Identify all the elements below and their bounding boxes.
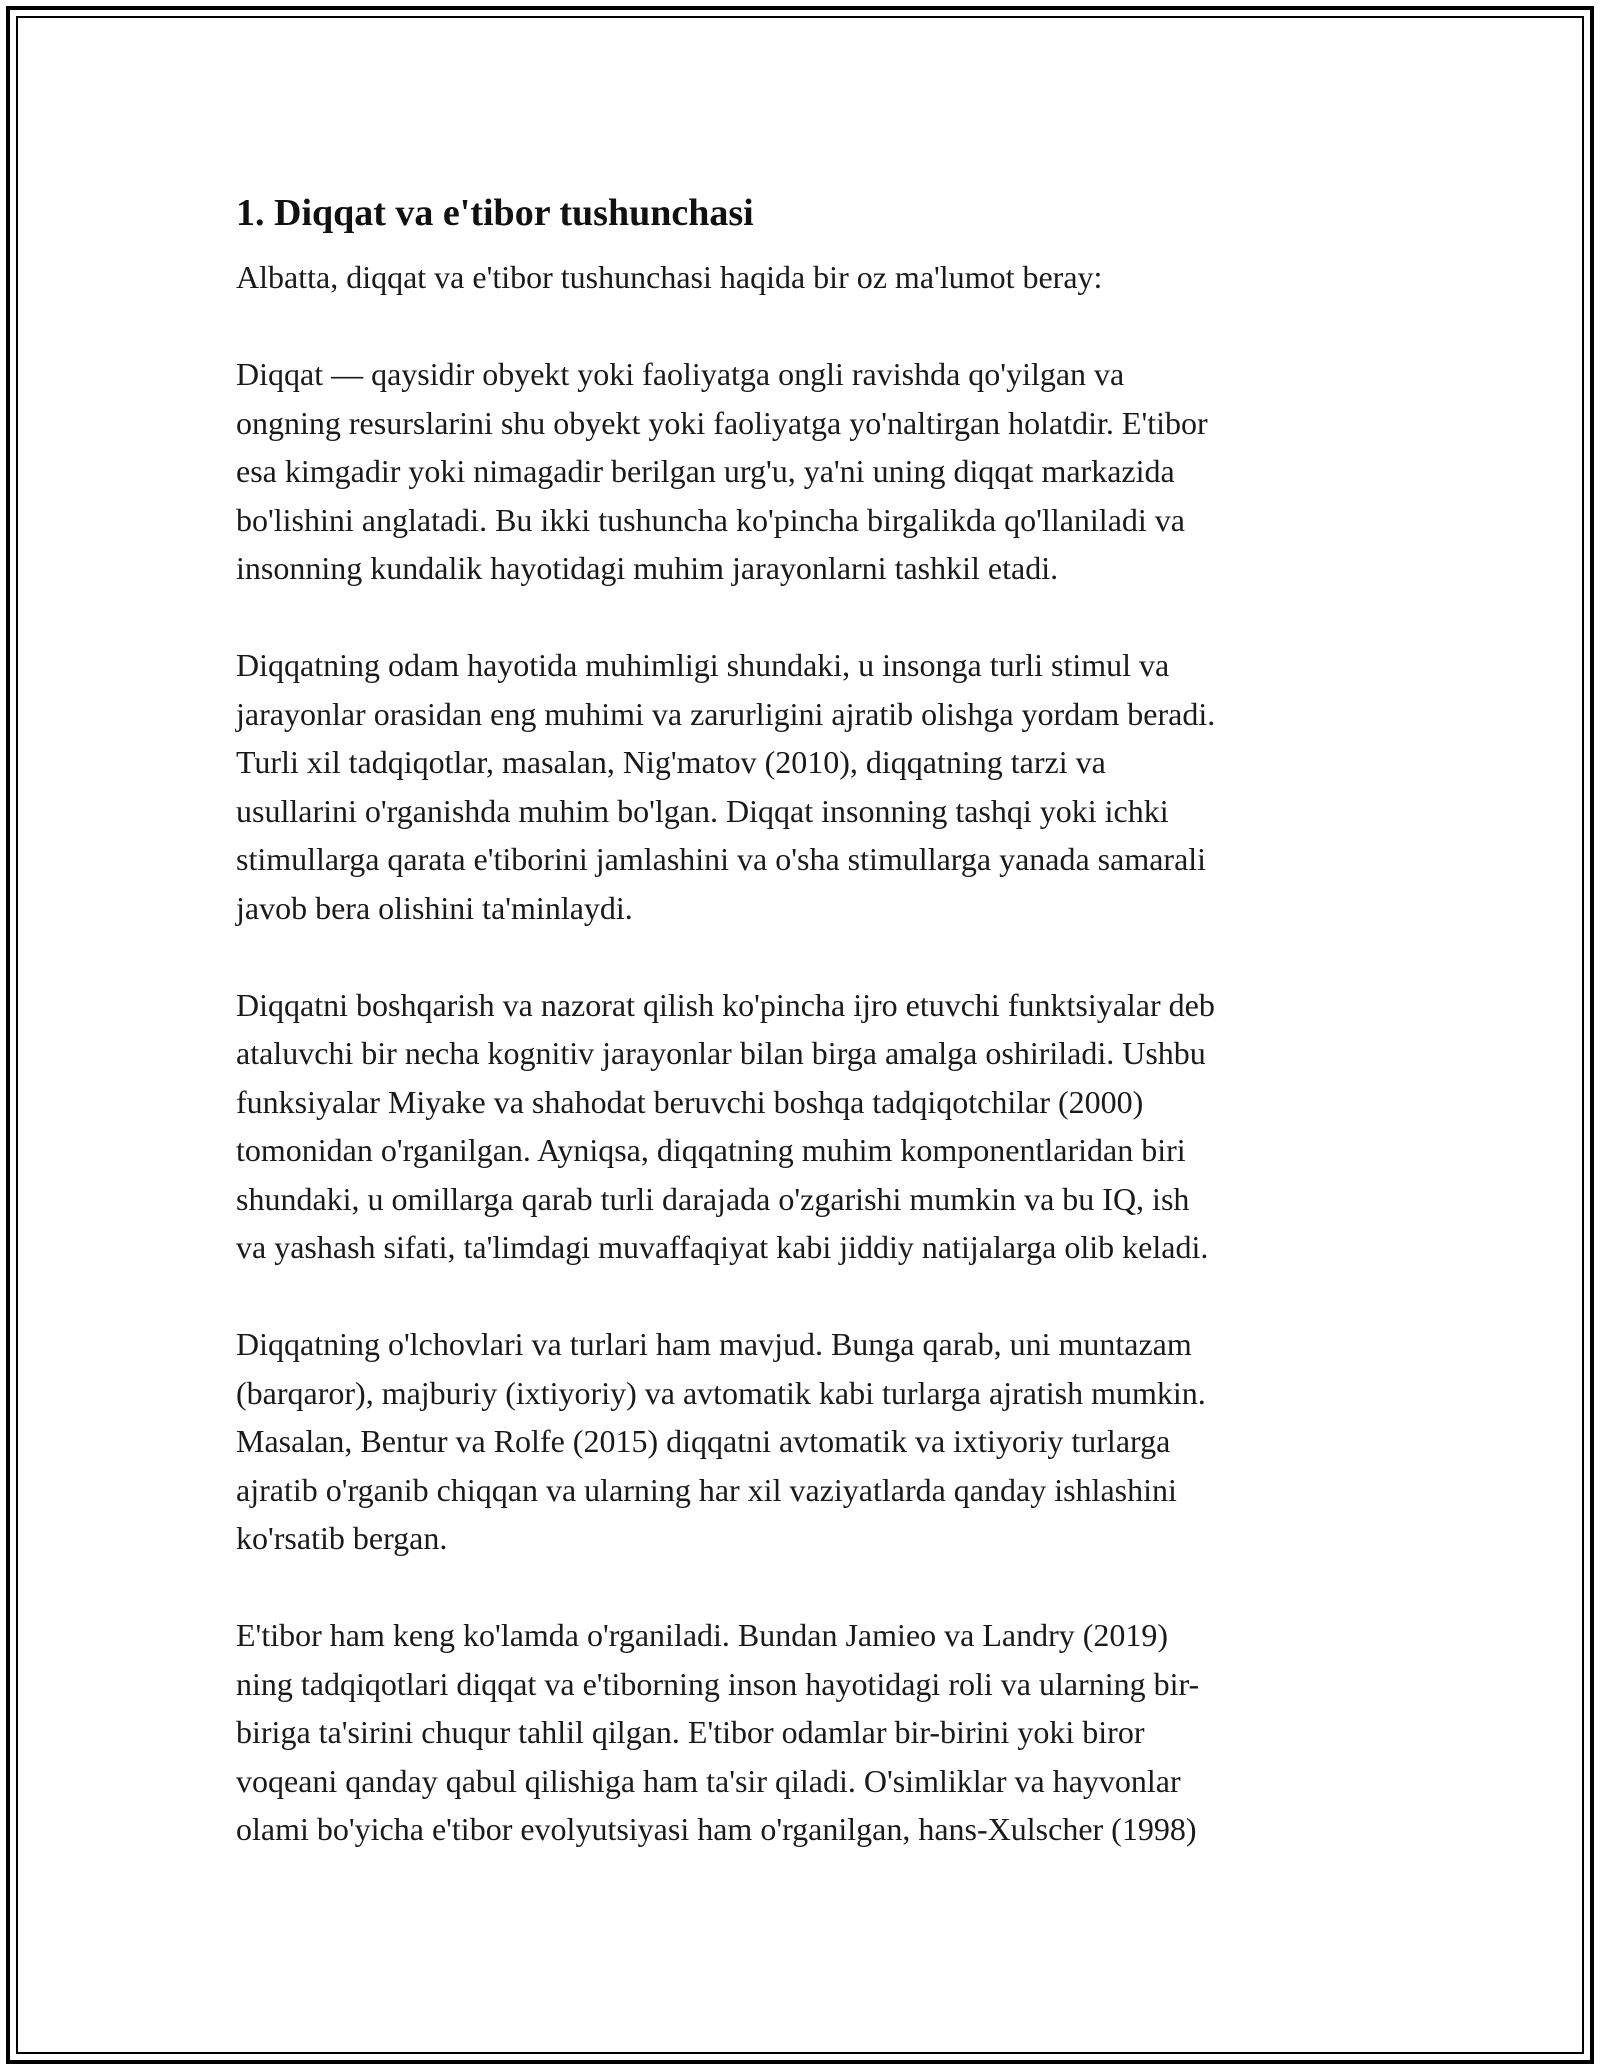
paragraph-importance: Diqqatning odam hayotida muhimligi shundaki, u insonga turli stimul va jarayonlar orasidan eng muhimi va zarurligini ajratib olishga yordam beradi. Turli xil tadqiqotlar, masalan, Nig'matov (2010), diqqatning tarzi va usullarini o'rganishda muhim bo'lgan. Diqqat insonning tashqi yoki ichki stimullarga qarata e'tiborini jamlashini va o'sha stimullarga yanada samarali javob bera olishini ta'minlaydi. xyxy=(236,647,1216,926)
document-body xyxy=(236,185,1376,1854)
paragraph-types: Diqqatning o'lchovlari va turlari ham mavjud. Bunga qarab, uni muntazam (barqaror), majburiy (ixtiyoriy) va avtomatik kabi turlarga ajratish mumkin. Masalan, Bentur va Rolfe (2015) diqqatni avtomatik va ixtiyoriy turlarga ajratib o'rganib chiqqan va ularning har xil vaziyatlarda qanday ishlashini ko'rsatib bergan. xyxy=(236,1326,1206,1556)
paragraph-intro: Albatta, diqqat va e'tibor tushunchasi haqida bir oz ma'lumot beray: xyxy=(236,259,1103,295)
paragraph-definition: Diqqat — qaysidir obyekt yoki faoliyatga ongli ravishda qo'yilgan va ongning resurslarini shu obyekt yoki faoliyatga yo'naltirgan holatdir. E'tibor esa kimgadir yoki nimagadir berilgan urg'u, ya'ni uning diqqat markazida bo'lishini anglatadi. Bu ikki tushuncha ko'pincha birgalikda qo'llaniladi va insonning kundalik hayotidagi muhim jarayonlarni tashkil etadi. xyxy=(236,356,1208,586)
section-heading: 1. Diqqat va e'tibor tushunchasi xyxy=(236,192,754,234)
paragraph-control: Diqqatni boshqarish va nazorat qilish ko'pincha ijro etuvchi funktsiyalar deb ataluvchi bir necha kognitiv jarayonlar bilan birga amalga oshiriladi. Ushbu funksiyalar Miyake va shahodat beruvchi boshqa tadqiqotchilar (2000) tomonidan o'rganilgan. Ayniqsa, diqqatning muhim komponentlaridan biri shundaki, u omillarga qarab turli darajada o'zgarishi mumkin va bu IQ, ish va yashash sifati, ta'limdagi muvaffaqiyat kabi jiddiy natijalarga olib keladi. xyxy=(236,986,1215,1265)
paragraph-research: E'tibor ham keng ko'lamda o'rganiladi. Bundan Jamieo va Landry (2019) ning tadqiqotlari diqqat va e'tiborning inson hayotidagi roli va ularning bir- biriga ta'sirini chuqur tahlil qilgan. E'tibor odamlar bir-birini yoki biror voqeani qanday qabul qilishiga ham ta'sir qiladi. O'simliklar va hayvonlar olami bo'yicha e'tibor evolyutsiyasi ham o'rganilgan, hans-Xulscher (1998) xyxy=(236,1617,1200,1847)
